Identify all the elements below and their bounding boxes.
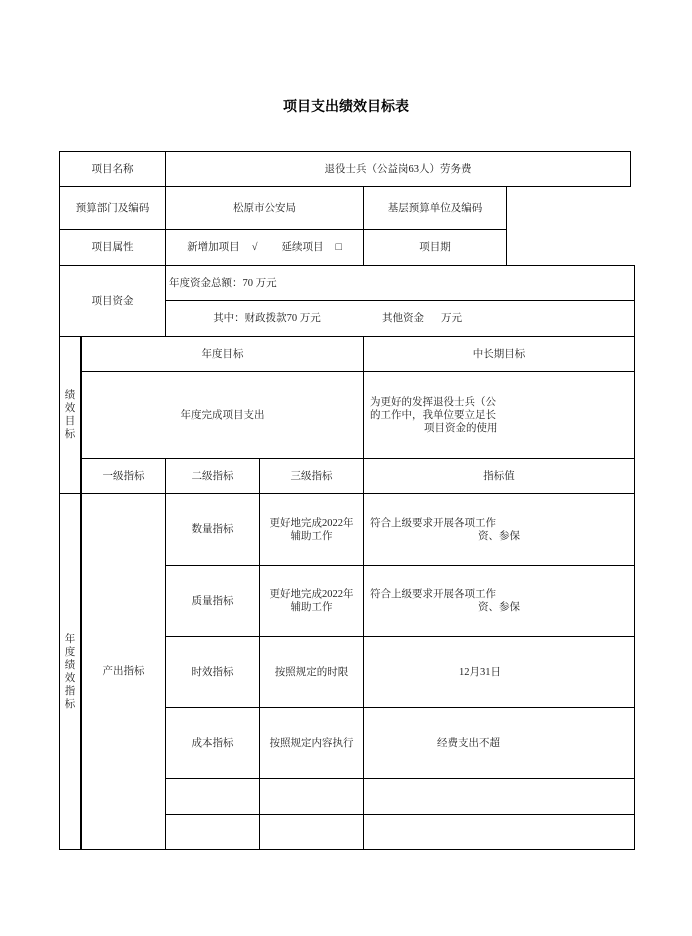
value-line: 资、参保 [478, 602, 520, 613]
continue-project-label: 延续项目 [281, 242, 324, 253]
empty-cell [259, 814, 364, 850]
empty-cell [259, 778, 364, 815]
empty-cell [363, 778, 635, 815]
new-project-label: 新增加项目 [187, 242, 240, 253]
header-value: 指标值 [363, 458, 635, 494]
value-timeliness: 12月31日 [363, 636, 635, 708]
department-value: 松原市公安局 [165, 186, 364, 230]
header-level1: 一级指标 [81, 458, 166, 494]
level3-line: 更好地完成2022年 [269, 517, 354, 529]
project-name-value: 退役士兵（公益岗63人）劳务费 [165, 151, 631, 187]
funds-total: 年度资金总额：70 万元 [165, 265, 635, 301]
funds-label: 项目资金 [59, 265, 166, 337]
annual-goal-text: 年度完成项目支出 [81, 371, 364, 459]
empty-cell [165, 814, 260, 850]
level2-quality: 质量指标 [165, 565, 260, 637]
continue-project-checkbox[interactable]: □ [335, 242, 342, 253]
project-name-label: 项目名称 [59, 151, 166, 187]
value-cost: 经费支出不超 [363, 707, 635, 779]
long-goal-line: 为更好的发挥退役士兵（公 [370, 396, 496, 408]
level3-cost: 按照规定内容执行 [259, 707, 364, 779]
department-label: 预算部门及编码 [59, 186, 166, 230]
goals-label [59, 336, 81, 494]
base-unit-label: 基层预算单位及编码 [363, 186, 507, 230]
long-goal-line: 项目资金的使用 [424, 422, 498, 434]
level2-cost: 成本指标 [165, 707, 260, 779]
level3-line: 辅助工作 [290, 602, 333, 613]
value-quality [363, 565, 635, 637]
empty-cell [363, 814, 635, 850]
funds-detail [165, 300, 635, 337]
level3-timeliness: 按照规定的时限 [259, 636, 364, 708]
header-level3: 三级指标 [259, 458, 364, 494]
new-project-checkmark[interactable]: √ [251, 242, 258, 253]
value-quantity [363, 493, 635, 566]
level2-timeliness: 时效指标 [165, 636, 260, 708]
level3-line: 辅助工作 [290, 530, 333, 542]
page-title: 项目支出绩效目标表 [283, 99, 409, 115]
level2-quantity: 数量指标 [165, 493, 260, 566]
annual-goal-header: 年度目标 [81, 336, 364, 372]
annual-indicators-label-text: 年 度 绩 效 指 标 [64, 633, 76, 710]
level3-quality [259, 565, 364, 637]
attribute-value [165, 229, 364, 266]
empty-cell [165, 778, 260, 815]
header-level2: 二级指标 [165, 458, 260, 494]
output-indicator-label: 产出指标 [81, 493, 166, 850]
value-line: 资、参保 [478, 530, 520, 542]
funds-other-unit: 万元 [441, 313, 462, 324]
funds-other: 其他资金 [382, 313, 424, 324]
level3-quantity [259, 493, 364, 566]
attribute-label: 项目属性 [59, 229, 166, 266]
long-goal-text [363, 371, 635, 459]
annual-indicators-label [59, 493, 81, 850]
value-line: 符合上级要求开展各项工作 [370, 517, 496, 529]
period-label: 项目期 [363, 229, 507, 266]
long-goal-header: 中长期目标 [363, 336, 635, 372]
goals-label-text: 绩 效 目 标 [64, 390, 76, 440]
long-goal-line: 的工作中，我单位要立足长 [370, 409, 496, 421]
value-line: 符合上级要求开展各项工作 [370, 589, 496, 600]
funds-fiscal: 其中：财政拨款70 万元 [213, 313, 321, 324]
level3-line: 更好地完成2022年 [269, 589, 354, 600]
